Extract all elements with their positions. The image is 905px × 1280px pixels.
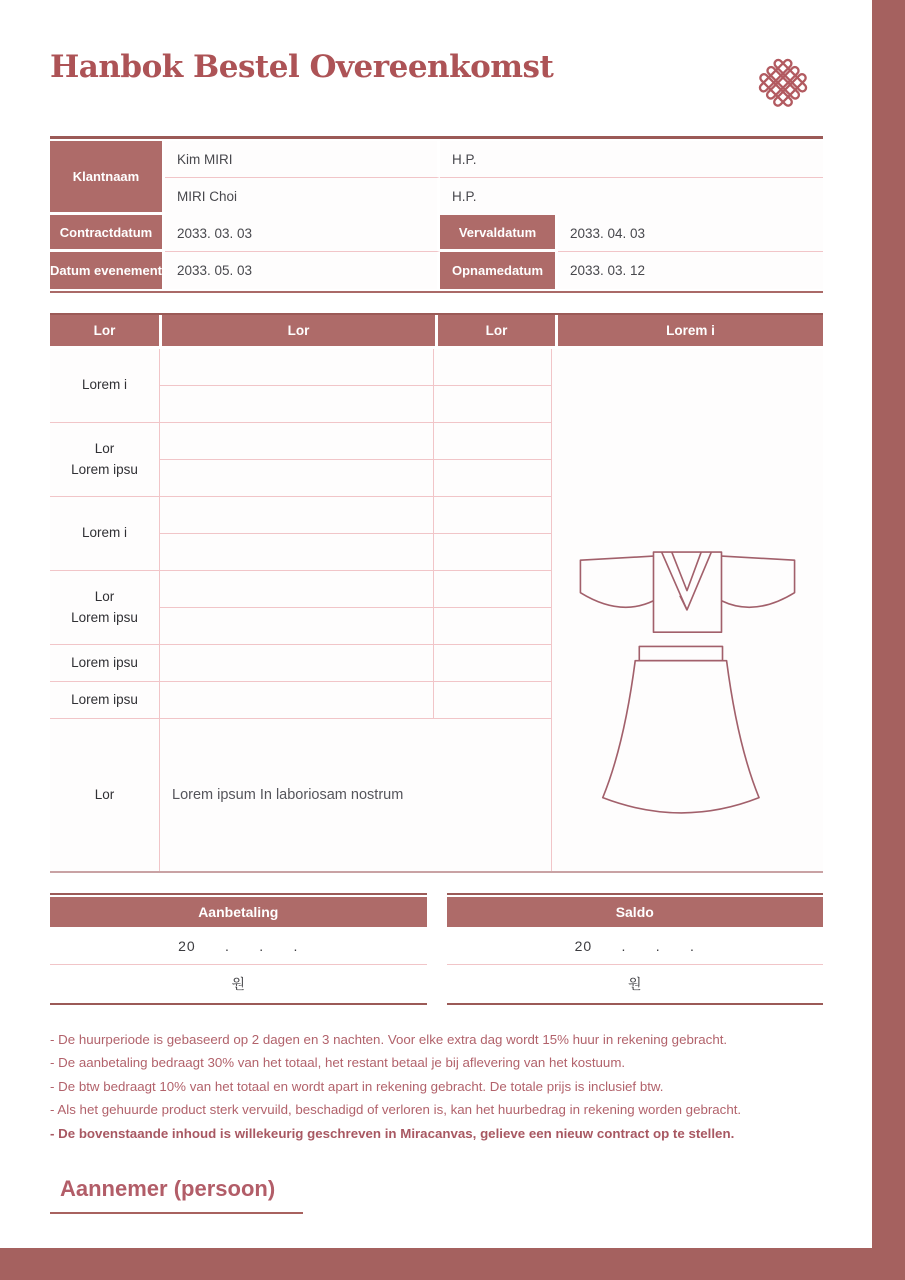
label-klantnaam: Klantnaam	[50, 141, 165, 215]
contractor-signature-line[interactable]: Aannemer (persoon)	[50, 1176, 303, 1214]
pickup-date-field[interactable]: 2033. 03. 12	[558, 252, 823, 289]
korean-knot-icon	[755, 52, 811, 119]
deposit-date-field[interactable]: 20 . . .	[50, 927, 427, 965]
note-line: - De aanbetaling bedraagt 30% van het totaal, het restant betaal je bij aflevering van het kostuum.	[50, 1055, 626, 1071]
contract-date-field[interactable]: 2033. 03. 03	[165, 215, 440, 252]
order-cell[interactable]	[160, 386, 551, 423]
note-line-disclaimer: - De bovenstaande inhoud is willekeurig geschreven in Miracanvas, gelieve een nieuw contract op te stellen.	[50, 1125, 735, 1141]
order-cell[interactable]	[160, 608, 551, 645]
note-line: - De btw bedraagt 10% van het totaal en wordt apart in rekening gebracht. De totale prijs is inclusief btw.	[50, 1078, 664, 1094]
order-col-header-1: Lor	[50, 315, 162, 349]
note-line: - De huurperiode is gebaseerd op 2 dagen en 3 nachten. Voor elke extra dag wordt 15% huur in rekening gebracht.	[50, 1032, 728, 1047]
hanbok-outline-illustration	[574, 549, 802, 871]
expiry-date-field[interactable]: 2033. 04. 03	[558, 215, 823, 252]
row-label-4: Lor Lorem ipsu	[50, 571, 159, 645]
label-datum-evenement: Datum evenement	[50, 252, 165, 289]
order-cell[interactable]	[160, 460, 551, 497]
order-table-header-row	[50, 315, 823, 349]
row-label-2: Lor Lorem ipsu	[50, 423, 159, 497]
row-label-7: Lor	[50, 719, 159, 871]
row-label-1: Lorem i	[50, 349, 159, 423]
balance-header: Saldo	[447, 897, 824, 927]
order-cell[interactable]	[160, 423, 551, 460]
deposit-header: Aanbetaling	[50, 897, 427, 927]
order-cell[interactable]	[160, 645, 551, 682]
customer-info-table	[50, 136, 823, 293]
customer-name-field-1[interactable]: Kim MIRI	[165, 141, 440, 178]
order-cell[interactable]	[160, 571, 551, 608]
order-cell[interactable]	[160, 682, 551, 719]
balance-amount-field[interactable]: 원	[627, 976, 642, 992]
document-header	[50, 50, 823, 119]
label-vervaldatum: Vervaldatum	[440, 215, 558, 252]
payment-section	[50, 893, 823, 1005]
deposit-block	[50, 893, 427, 1005]
customer-phone-field-2[interactable]: H.P.	[440, 178, 823, 215]
balance-date-field[interactable]: 20 . . .	[447, 927, 824, 965]
terms-notes	[50, 1031, 823, 1143]
label-opnamedatum: Opnamedatum	[440, 252, 558, 289]
order-entry-cells	[160, 349, 551, 871]
row-label-3: Lorem i	[50, 497, 159, 571]
label-contractdatum: Contractdatum	[50, 215, 165, 252]
order-row-labels-column	[50, 349, 160, 871]
note-line: - Als het gehuurde product sterk vervuild, beschadigd of verloren is, kan het huurbedrag in rekening worden gebracht.	[50, 1102, 742, 1118]
order-col-header-2: Lor	[162, 315, 438, 349]
order-cell[interactable]	[160, 497, 551, 534]
page-border-right	[872, 0, 905, 1280]
customer-phone-field-1[interactable]: H.P.	[440, 141, 823, 178]
order-col-header-3: Lor	[438, 315, 558, 349]
customer-name-field-2[interactable]: MIRI Choi	[165, 178, 440, 215]
row-label-6: Lorem ipsu	[50, 682, 159, 719]
row-label-5: Lorem ipsu	[50, 645, 159, 682]
page-title: Hanbok Bestel Overeenkomst	[50, 49, 554, 85]
order-note-cell[interactable]: Lorem ipsum In laboriosam nostrum	[160, 719, 551, 871]
document-page	[50, 0, 823, 1214]
order-col-header-4: Lorem i	[558, 315, 823, 349]
order-cell[interactable]	[160, 349, 551, 386]
page-border-bottom	[0, 1248, 905, 1280]
illustration-cell	[551, 349, 823, 871]
order-details-table	[50, 313, 823, 873]
event-date-field[interactable]: 2033. 05. 03	[165, 252, 440, 289]
deposit-amount-field[interactable]: 원	[231, 976, 246, 992]
order-cell[interactable]	[160, 534, 551, 571]
balance-block	[447, 893, 824, 1005]
